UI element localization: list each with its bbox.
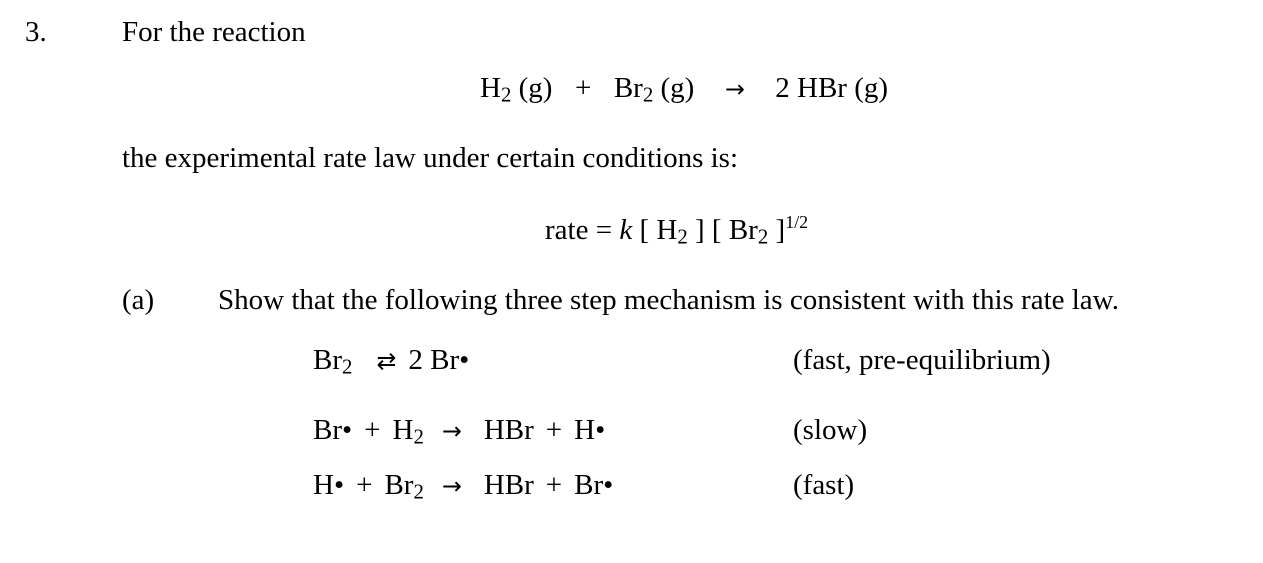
equals-sign: =: [595, 214, 613, 246]
equilibrium-arrow-icon: ⇄: [376, 347, 397, 375]
reactant-br2-phase: (g): [660, 72, 695, 104]
subscript: 2: [413, 479, 424, 504]
species-text: H: [392, 414, 414, 446]
question-number: 3.: [25, 16, 47, 48]
species-text: +: [545, 414, 563, 446]
species-text: HBr: [483, 414, 534, 446]
rate-law-equation: [545, 211, 809, 249]
reaction-arrow-icon: →: [724, 75, 745, 103]
reactant-h2-phase: (g): [518, 72, 553, 104]
species-text: Br: [313, 344, 342, 376]
reaction-arrow-icon: →: [441, 472, 462, 500]
question-intro: For the reaction: [122, 16, 306, 48]
reactant-br2: $Br_2$: [613, 72, 654, 107]
mechanism-step-1: [313, 344, 470, 379]
species-text: 2 Br•: [408, 344, 470, 376]
reaction-arrow-icon: →: [441, 417, 462, 445]
species-text: H•: [313, 469, 345, 501]
part-a-label: (a): [122, 284, 155, 316]
rate-constant: k: [619, 214, 633, 246]
reactant-h2: $H_2$: [480, 72, 512, 107]
mechanism-step-2-note: (slow): [793, 414, 868, 446]
h2-concentration: [ $H_2$ ]: [639, 214, 705, 249]
br2-concentration: [ $Br_2$ ]$^{1/2}$: [711, 211, 809, 249]
product-hbr-phase: (g): [854, 72, 889, 104]
product-hbr: 2 HBr: [775, 72, 847, 104]
rate-label: rate: [545, 214, 589, 246]
exponent: 1/2: [785, 211, 809, 232]
part-a-text: Show that the following three step mechanism is consistent with this rate law.: [218, 284, 1119, 316]
species-text: +: [356, 469, 373, 501]
species-text: +: [545, 469, 563, 501]
mechanism-step-1-note: (fast, pre-equilibrium): [793, 344, 1051, 376]
species-text: HBr: [483, 469, 534, 501]
species-text: Br•: [574, 469, 614, 501]
species-text: Br•: [313, 414, 353, 446]
rate-law-intro: the experimental rate law under certain conditions is:: [122, 142, 739, 174]
subscript: 2: [413, 424, 424, 449]
mechanism-step-3-note: (fast): [793, 469, 855, 501]
species-text: +: [364, 414, 381, 446]
plus-sign: +: [574, 72, 592, 104]
species-text: Br: [384, 469, 414, 501]
mechanism-step-3: [313, 469, 614, 504]
overall-reaction: [480, 72, 889, 107]
species-text: H•: [574, 414, 606, 446]
subscript: 2: [342, 354, 353, 379]
mechanism-step-2: [313, 414, 606, 449]
